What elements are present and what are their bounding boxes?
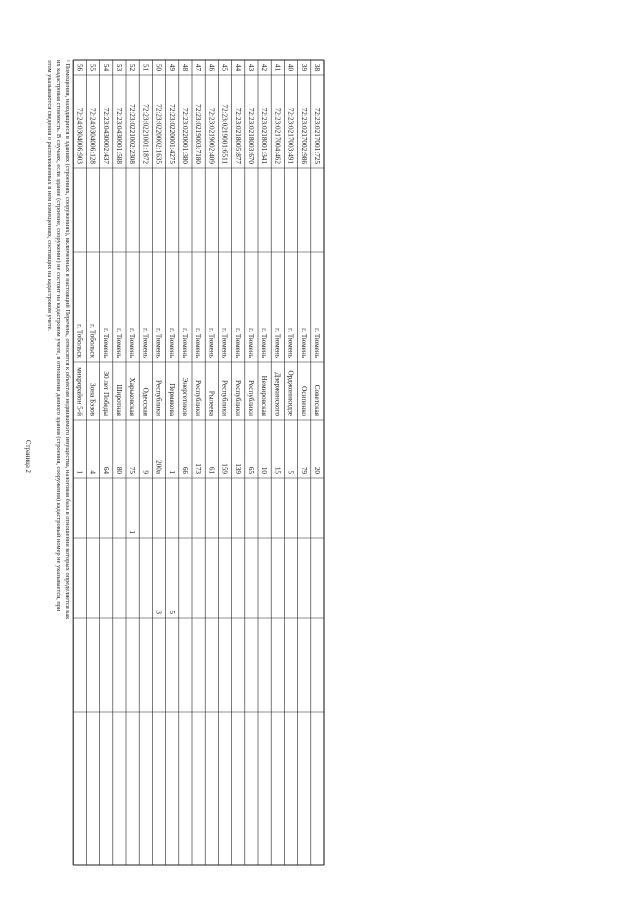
table-cell-city: г. Тобольск bbox=[75, 324, 84, 358]
table-cell-house: 1 bbox=[167, 470, 176, 474]
table-cell-n: 39 bbox=[299, 63, 308, 72]
table-cell-n: 42 bbox=[260, 63, 269, 72]
table-cell-city: г. Тюмень bbox=[181, 328, 189, 358]
table-cell-n: 45 bbox=[220, 63, 229, 72]
table-cell-street: Немировская bbox=[260, 375, 269, 416]
table-cell-street: Дзержинского bbox=[273, 372, 282, 416]
table-cell-street: Рылеева bbox=[207, 390, 216, 416]
table-cell-city: г. Тюмень bbox=[128, 328, 137, 358]
table-cell-cad: 72:23:0218005:877 bbox=[233, 107, 242, 164]
table-cell-house: 66 bbox=[181, 466, 189, 474]
table-cell-n: 51 bbox=[141, 63, 150, 72]
table-cell-n: 56 bbox=[75, 63, 84, 72]
footnote-line-2: их кадастровая стоимость. В случаях, если здание (строение, сооружение) не состоит на кадастровом учете, в отношении данного здания (строения, сооружения) кадастровый номер не указывается, при bbox=[55, 60, 62, 612]
table-row bbox=[194, 64, 202, 475]
table-row bbox=[234, 64, 242, 475]
table-cell-street: микрорайон 5-й bbox=[75, 367, 84, 416]
table-cell-street: Республики bbox=[220, 379, 229, 416]
table-cell-bldg: 1 bbox=[128, 530, 137, 534]
table-row bbox=[247, 64, 255, 475]
table-cell-cad: 72:23:0217004:462 bbox=[273, 107, 282, 164]
table-row bbox=[75, 64, 83, 475]
table-cell-n: 55 bbox=[88, 63, 97, 72]
rotated-content bbox=[24, 60, 324, 865]
table-cell-cad: 72:23:0430002:437 bbox=[101, 107, 110, 164]
table-cell-n: 50 bbox=[154, 63, 163, 72]
table-row bbox=[128, 64, 136, 535]
table-cell-city: г. Тюмень bbox=[286, 328, 295, 358]
table-cell-cad: 72:23:0218003:670 bbox=[247, 107, 255, 164]
page-number: Страница 2 bbox=[24, 440, 31, 473]
table-cell-cad: 72:23:0217003:491 bbox=[286, 107, 295, 164]
table-cell-n: 41 bbox=[273, 63, 282, 72]
table-cell-city: г. Тюмень bbox=[194, 328, 203, 358]
table-row bbox=[260, 64, 268, 475]
table-cell-cad: 72:23:0220002:1635 bbox=[154, 104, 163, 164]
table-cell-unit: 5 bbox=[167, 610, 176, 614]
table-row bbox=[115, 64, 123, 475]
table-cell-n: 54 bbox=[101, 63, 110, 72]
table-row bbox=[207, 64, 215, 475]
table-cell-n: 53 bbox=[115, 63, 123, 72]
table-cell-city: г. Тюмень bbox=[273, 328, 282, 358]
table-cell-street: Пермякова bbox=[167, 383, 176, 416]
table-row bbox=[168, 64, 176, 615]
table-cell-n: 43 bbox=[247, 63, 255, 72]
table-cell-city: г. Тюмень bbox=[115, 328, 123, 358]
table-cell-cad: 72:23:0219002:409 bbox=[207, 107, 216, 164]
table-cell-cad: 72:23:0220001:380 bbox=[181, 107, 189, 164]
table-cell-n: 49 bbox=[167, 63, 176, 72]
table-cell-house: 20 bbox=[313, 466, 321, 474]
table-cell-house: 10 bbox=[260, 466, 269, 474]
table-cell-cad: 72:23:0219001:6511 bbox=[220, 104, 229, 164]
table-cell-house: 80 bbox=[115, 466, 123, 474]
table-cell-house: 5 bbox=[286, 470, 295, 474]
table-cell-street: Республики bbox=[194, 379, 203, 416]
table-cell-cad: 72:23:0221001:1872 bbox=[141, 104, 150, 164]
table-cell-city: г. Тюмень bbox=[313, 328, 321, 358]
table-row bbox=[287, 64, 295, 475]
table-cell-street: Харьковская bbox=[128, 377, 137, 416]
table-cell-city: г. Тюмень bbox=[233, 328, 242, 358]
table-cell-house: 159 bbox=[220, 463, 229, 474]
table-cell-house: 200а bbox=[154, 460, 163, 474]
table-cell-street: Республики bbox=[233, 379, 242, 416]
table-cell-house: 65 bbox=[247, 466, 255, 474]
table-cell-n: 40 bbox=[286, 63, 295, 72]
table-cell-cad: 72:23:0217002:986 bbox=[299, 107, 308, 164]
footnote-line-1: ¹ Помещения, находящиеся в зданиях (строениях, сооружениях), включенных в настоящий Перечень, относятся к объектам недвижимого имущества, налоговая база в отношении которых определяется как bbox=[64, 60, 71, 620]
table-cell-house: 9 bbox=[141, 470, 150, 474]
table-cell-street: Республики bbox=[247, 379, 255, 416]
table-cell-street: Республики bbox=[154, 379, 163, 416]
table-cell-n: 38 bbox=[313, 63, 321, 72]
table-cell-unit: 3 bbox=[154, 610, 163, 614]
table-cell-street: Советская bbox=[313, 384, 321, 416]
table-cell-cad: 72:23:0219003:7180 bbox=[194, 104, 203, 164]
table-cell-cad: 72:23:0217001:725 bbox=[313, 107, 321, 164]
table-row bbox=[313, 64, 321, 475]
table-cell-house: 75 bbox=[128, 466, 137, 474]
table-row bbox=[181, 64, 189, 475]
table-cell-house: 4 bbox=[88, 470, 97, 474]
table-cell-city: г. Тюмень bbox=[220, 328, 229, 358]
table-cell-cad: 72:23:0221002:2308 bbox=[128, 104, 137, 164]
table-cell-street: Зона Бэзов bbox=[88, 382, 97, 416]
table-cell-city: г. Тобольск bbox=[88, 324, 97, 358]
table-cell-street: Широтная bbox=[115, 384, 123, 416]
table-cell-city: г. Тюмень bbox=[154, 328, 163, 358]
table-cell-cad: 72:23:0430001:588 bbox=[115, 107, 123, 164]
table-row bbox=[273, 64, 281, 475]
table-cell-city: г. Тюмень bbox=[299, 328, 308, 358]
table-cell-city: г. Тюмень bbox=[260, 328, 269, 358]
table-cell-n: 47 bbox=[194, 63, 203, 72]
table-cell-house: 139 bbox=[233, 463, 242, 474]
table-row bbox=[221, 64, 229, 475]
table-cell-house: 15 bbox=[273, 466, 282, 474]
table-cell-cad: 72:24:0304006:903 bbox=[75, 107, 84, 164]
table-cell-cad: 72:24:0304006:128 bbox=[88, 107, 97, 164]
table-cell-n: 48 bbox=[181, 63, 189, 72]
table-cell-n: 46 bbox=[207, 63, 216, 72]
table-row bbox=[155, 64, 163, 615]
table-row bbox=[300, 64, 308, 475]
table-cell-city: г. Тюмень bbox=[101, 328, 110, 358]
table-cell-street: Осипенко bbox=[299, 386, 308, 416]
table-cell-house: 79 bbox=[299, 466, 308, 474]
table-cell-house: 64 bbox=[101, 466, 110, 474]
table-cell-n: 44 bbox=[233, 63, 242, 72]
table-cell-city: г. Тюмень bbox=[167, 328, 176, 358]
table-cell-city: г. Тюмень bbox=[207, 328, 216, 358]
table-cell-cad: 72:23:0220001:4275 bbox=[167, 104, 176, 164]
footnote-line-3: этом указываются сведения о расположенных в нем помещениях, состоящих на кадастровом учете. bbox=[46, 60, 53, 332]
table-cell-street: Одесская bbox=[141, 387, 150, 416]
table-cell-street: Орджоникидзе bbox=[286, 370, 295, 416]
table-row bbox=[102, 64, 110, 475]
table-row bbox=[141, 64, 149, 475]
table-cell-house: 1 bbox=[75, 470, 84, 474]
table-cell-street: 30 лет Победы bbox=[101, 371, 110, 416]
table-cell-cad: 72:23:0218001:341 bbox=[260, 107, 269, 164]
table-row bbox=[89, 64, 97, 475]
table-cell-house: 61 bbox=[207, 466, 216, 474]
table-cell-city: г. Тюмень bbox=[247, 328, 255, 358]
table-cell-n: 52 bbox=[128, 63, 137, 72]
table-cell-house: 173 bbox=[194, 463, 203, 474]
table-cell-street: Энергетиков bbox=[181, 377, 189, 416]
table-cell-city: г. Тюмень bbox=[141, 328, 150, 358]
